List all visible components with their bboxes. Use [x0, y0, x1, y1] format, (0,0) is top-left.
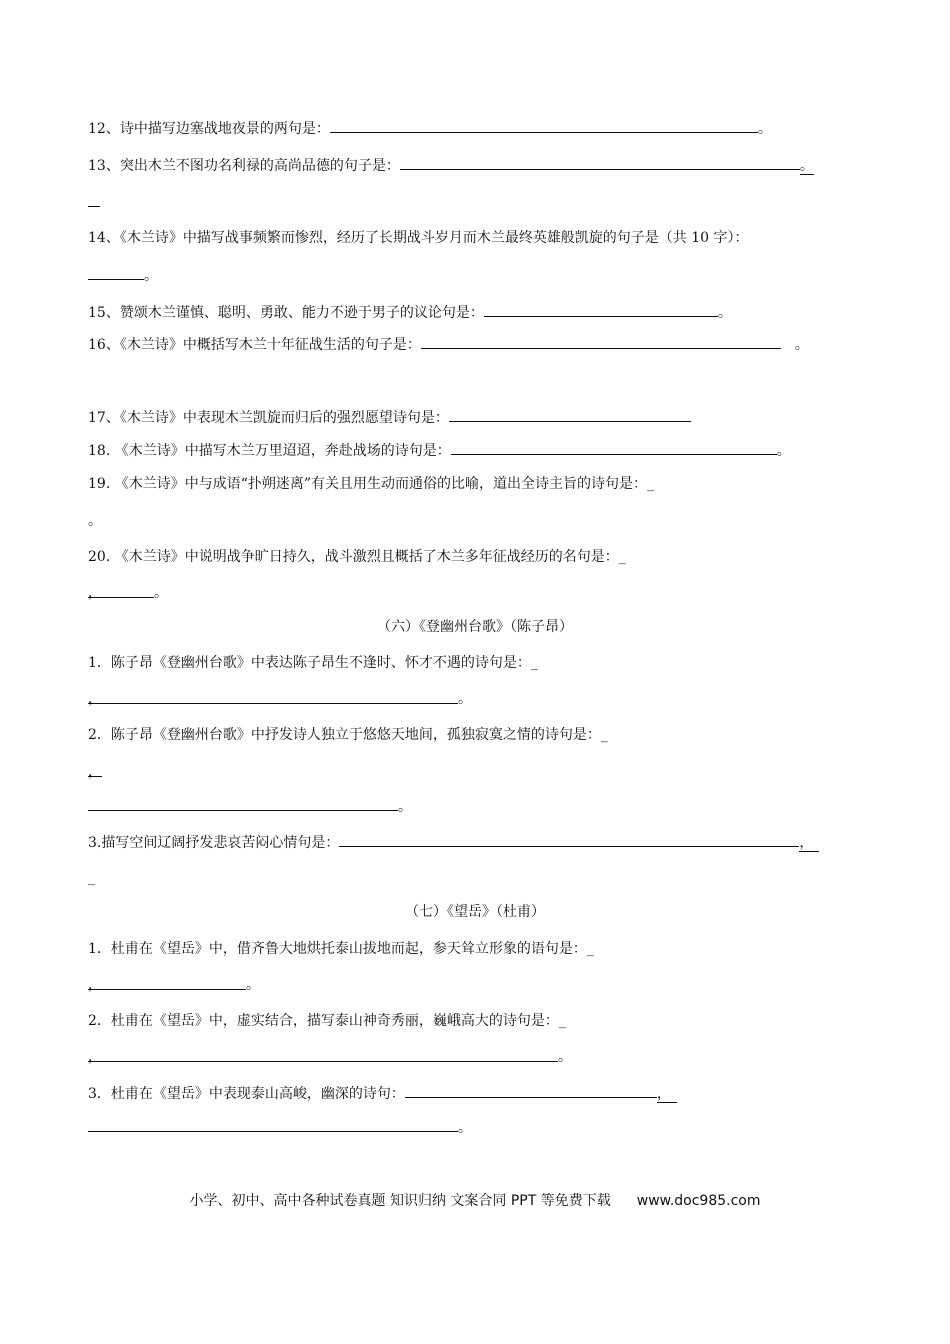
- answer-blank-14[interactable]: [88, 265, 144, 280]
- question-17-text: 17、《木兰诗》中表现木兰凯旋而归后的强烈愿望诗句是：: [88, 410, 449, 426]
- question-16-text: 16、《木兰诗》中概括写木兰十年征战生活的句子是：: [88, 337, 421, 353]
- question-14: [88, 228, 749, 248]
- answer-blank-13[interactable]: [400, 155, 800, 170]
- question-20-answer-line: ， 。: [88, 585, 168, 601]
- answer-blank-s7q1[interactable]: ，: [88, 975, 246, 990]
- answer-blank-s6q2a[interactable]: ，: [88, 764, 102, 780]
- question-19: [88, 474, 654, 494]
- question-17: [88, 407, 691, 427]
- question-13-text: 13、突出木兰不图功名利禄的高尚品德的句子是：: [88, 158, 400, 174]
- answer-blank-s7q3a[interactable]: [405, 1083, 657, 1098]
- s7-question-3-answer-line: 。: [88, 1117, 472, 1137]
- question-12: 12、诗中描写边塞战地夜景的两句是： 。: [88, 118, 772, 138]
- question-18-text: 18. 《木兰诗》中描写木兰万里迢迢，奔赴战场的诗句是：: [88, 443, 451, 459]
- answer-blank-15[interactable]: [484, 302, 718, 317]
- answer-blank-17[interactable]: [449, 407, 691, 422]
- s6-question-2-answer-line-2: 。: [88, 796, 412, 816]
- s6-question-3-continuation: _: [88, 870, 95, 886]
- footer-text: 小学、初中、高中各种试卷真题 知识归纳 文案合同 PPT 等免费下载: [189, 1193, 611, 1209]
- s7-question-2: [88, 1011, 566, 1031]
- question-20-text: 20. 《木兰诗》中说明战争旷日持久，战斗激烈且概括了木兰多年征战经历的名句是：_: [88, 549, 626, 565]
- s6-question-2-text: 2．陈子昂《登幽州台歌》中抒发诗人独立于悠悠天地间，孤独寂寞之情的诗句是：_: [88, 727, 608, 743]
- s7-question-2-answer-line: ， 。: [88, 1049, 572, 1065]
- answer-blank-18[interactable]: [451, 440, 777, 455]
- answer-blank-16[interactable]: [421, 334, 781, 349]
- answer-blank-s7q3b[interactable]: [88, 1117, 458, 1132]
- s7-question-3: 3．杜甫在《望岳》中表现泰山高峻，幽深的诗句： ，: [88, 1083, 677, 1103]
- s7-question-3-text: 3．杜甫在《望岳》中表现泰山高峻，幽深的诗句：: [88, 1086, 405, 1102]
- answer-blank-12[interactable]: [330, 118, 758, 133]
- question-13-continuation: [88, 192, 100, 212]
- section-title-6: （六）《登幽州台歌》（陈子昂）: [377, 619, 573, 635]
- question-19-answer-line: 。: [88, 513, 102, 529]
- s7-question-2-text: 2．杜甫在《望岳》中，虚实结合，描写泰山神奇秀丽，巍峨高大的诗句是：_: [88, 1013, 566, 1029]
- question-14-text: 14、《木兰诗》中描写战事频繁而惨烈，经历了长期战斗岁月而木兰最终英雄般凯旋的句子是（共 10 字）：: [88, 230, 749, 246]
- s6-question-3-text: 3.描写空间辽阔抒发悲哀苦闷心情句是：: [88, 835, 340, 851]
- question-16: 16、《木兰诗》中概括写木兰十年征战生活的句子是： 。: [88, 334, 809, 354]
- s7-question-1-answer-line: ， 。: [88, 977, 260, 993]
- footer-url[interactable]: www.doc985.com: [636, 1193, 761, 1209]
- s6-question-1-answer-line: ， 。: [88, 691, 472, 707]
- s6-question-2: [88, 725, 608, 745]
- page-footer: [0, 1190, 950, 1210]
- answer-blank-s6q1[interactable]: ，: [88, 689, 458, 704]
- answer-blank-s7q2[interactable]: ，: [88, 1047, 558, 1062]
- s7-question-1-text: 1．杜甫在《望岳》中，借齐鲁大地烘托泰山拔地而起，参天耸立形象的语句是：_: [88, 941, 594, 957]
- question-14-answer-line: 。: [88, 265, 158, 285]
- section-title-7: （七）《望岳》（杜甫）: [405, 904, 545, 920]
- answer-blank-s6q3[interactable]: [339, 832, 799, 847]
- answer-blank-20[interactable]: ，: [88, 583, 154, 598]
- question-13: 13、突出木兰不图功名利禄的高尚品德的句子是： 。: [88, 155, 814, 175]
- answer-blank-s6q2b[interactable]: [88, 796, 398, 811]
- question-20: [88, 547, 626, 567]
- question-12-text: 12、诗中描写边塞战地夜景的两句是：: [88, 121, 330, 137]
- question-18: 18. 《木兰诗》中描写木兰万里迢迢，奔赴战场的诗句是： 。: [88, 440, 791, 460]
- question-15-text: 15、赞颂木兰谨慎、聪明、勇敢、能力不逊于男子的议论句是：: [88, 305, 484, 321]
- answer-blank-13b[interactable]: [88, 192, 100, 207]
- s6-question-2-answer-line-1: [88, 762, 102, 782]
- s6-question-1-text: 1．陈子昂《登幽州台歌》中表达陈子昂生不逢时、怀才不遇的诗句是：_: [88, 655, 538, 671]
- s6-question-1: [88, 653, 538, 673]
- s7-question-1: [88, 939, 594, 959]
- question-15: 15、赞颂木兰谨慎、聪明、勇敢、能力不逊于男子的议论句是： 。: [88, 302, 732, 322]
- s6-question-3: 3.描写空间辽阔抒发悲哀苦闷心情句是： ，: [88, 832, 819, 852]
- question-19-text: 19. 《木兰诗》中与成语“扑朔迷离”有关且用生动而通俗的比喻，道出全诗主旨的诗句是：_: [88, 476, 655, 492]
